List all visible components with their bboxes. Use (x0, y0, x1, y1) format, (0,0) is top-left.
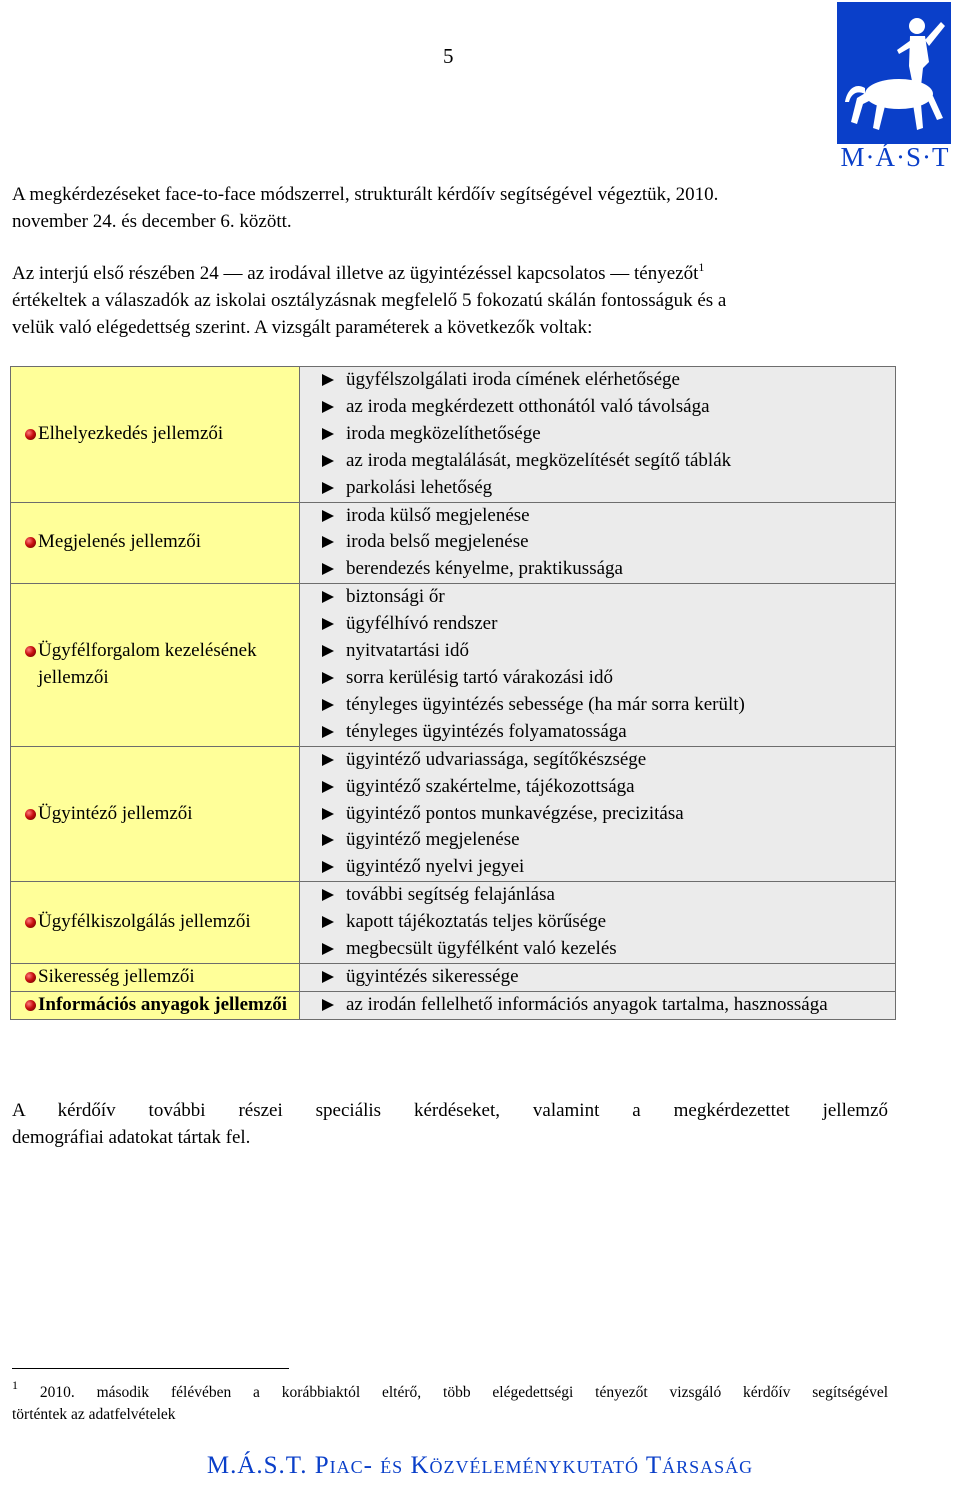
footnote-text: 2010. második félévében a korábbiaktól eltérő, több elégedettségi tényezőt vizsgáló kérdőív segítségével (39, 1384, 889, 1401)
list-item (322, 964, 889, 991)
parameter-text: ügyfélhívó rendszer (346, 613, 498, 635)
method-paragraph (12, 260, 888, 341)
parameter-text: az iroda megkérdezett otthonától való távolsága (346, 395, 710, 417)
red-ball-bullet-icon (25, 429, 36, 440)
parameter-text: ügyintéző udvariassága, segítőkészsége (346, 748, 647, 770)
red-ball-bullet-icon (25, 537, 36, 548)
list-item (322, 692, 889, 719)
parameter-text: ügyfélszolgálati iroda címének elérhetősége (346, 369, 680, 390)
footer-company-name: M.Á.S.T. Piac- és Közvéleménykutató Társaság (206, 1452, 754, 1479)
arrow-bullet-icon (322, 428, 334, 440)
parameter-text: ügyintéző nyelvi jegyei (346, 856, 525, 878)
arrow-bullet-icon (322, 645, 334, 657)
text-line: A megkérdezéseket face-to-face módszerrel, strukturált kérdőív segítségével végeztük, 2010. (12, 184, 719, 205)
list-item (322, 992, 889, 1019)
parameter-text: ügyintéző szakértelme, tájékozottsága (346, 775, 635, 797)
category-label: Ügyfélforgalom kezelésének jellemzői (38, 640, 257, 688)
category-heading (11, 801, 299, 828)
parameter-list (300, 882, 895, 963)
red-ball-bullet-icon (25, 1000, 36, 1011)
arrow-bullet-icon (322, 699, 334, 711)
parameter-text: további segítség felajánlása (346, 884, 555, 906)
category-cell (11, 963, 300, 991)
category-cell (11, 991, 300, 1019)
parameter-text: ügyintézés sikeressége (346, 965, 519, 987)
list-item (322, 882, 889, 909)
footnote-reference[interactable]: 1 (698, 260, 705, 274)
parameter-text: iroda külső megjelenése (346, 504, 530, 526)
parameter-text: tényleges ügyintézés folyamatossága (346, 720, 627, 742)
category-label: Ügyintéző jellemzői (38, 802, 193, 824)
list-item (322, 611, 889, 638)
text-line: november 24. és december 6. között. (12, 211, 292, 232)
parameter-text: ügyintéző megjelenése (346, 829, 520, 851)
category-label: Megjelenés jellemzői (38, 531, 202, 553)
arrow-bullet-icon (322, 482, 334, 494)
arrow-bullet-icon (322, 374, 334, 386)
parameter-text: sorra kerülésig tartó várakozási idő (346, 666, 613, 688)
parameter-list (300, 503, 895, 584)
red-ball-bullet-icon (25, 972, 36, 983)
parameter-text: nyitvatartási idő (346, 640, 469, 662)
arrow-bullet-icon (322, 618, 334, 630)
category-heading (11, 421, 299, 448)
arrow-bullet-icon (322, 591, 334, 603)
criteria-row (11, 746, 896, 882)
criteria-row (11, 963, 896, 991)
parameter-text: az irodán fellelhető információs anyagok tartalma, hasznossága (346, 993, 828, 1015)
list-item (322, 503, 889, 530)
arrow-bullet-icon (322, 971, 334, 983)
criteria-row (11, 882, 896, 964)
parameter-text: megbecsült ügyfélként való kezelés (346, 938, 617, 960)
arrow-bullet-icon (322, 510, 334, 522)
parameter-list (300, 992, 895, 1019)
criteria-table (10, 366, 896, 1020)
arrow-bullet-icon (322, 672, 334, 684)
arrow-bullet-icon (322, 999, 334, 1011)
items-cell (300, 882, 896, 964)
arrow-bullet-icon (322, 726, 334, 738)
list-item (322, 529, 889, 556)
red-ball-bullet-icon (25, 809, 36, 820)
arrow-bullet-icon (322, 401, 334, 413)
text-line: velük való elégedettség szerint. A vizsgált paraméterek a következők voltak: (12, 317, 593, 338)
items-cell (300, 584, 896, 746)
text-line: A kérdőív további részei speciális kérdéseket, valamint a megkérdezettet jellemző (12, 1100, 888, 1121)
arrow-bullet-icon (322, 834, 334, 846)
list-item (322, 936, 889, 963)
category-heading (11, 909, 299, 936)
centaur-logo-icon (837, 2, 951, 144)
footnote-separator (12, 1368, 289, 1369)
mast-logo (833, 2, 957, 174)
list-item (322, 747, 889, 774)
text-line: történtek az adatfelvételek (12, 1406, 176, 1423)
red-ball-bullet-icon (25, 646, 36, 657)
parameter-list (300, 747, 895, 882)
list-item (322, 556, 889, 583)
arrow-bullet-icon (322, 536, 334, 548)
intro-paragraph (12, 181, 888, 235)
arrow-bullet-icon (322, 861, 334, 873)
parameter-list (300, 367, 895, 502)
arrow-bullet-icon (322, 808, 334, 820)
category-label: Sikeresség jellemzői (38, 965, 195, 987)
category-heading (11, 529, 299, 556)
closing-paragraph (12, 1097, 888, 1151)
category-label: Ügyfélkiszolgálás jellemzői (38, 911, 251, 933)
footnote (12, 1378, 889, 1426)
arrow-bullet-icon (322, 916, 334, 928)
arrow-bullet-icon (322, 889, 334, 901)
items-cell (300, 502, 896, 584)
arrow-bullet-icon (322, 781, 334, 793)
parameter-text: parkolási lehetőség (346, 476, 493, 498)
arrow-bullet-icon (322, 943, 334, 955)
text-line (12, 1378, 889, 1404)
parameter-list (300, 964, 895, 991)
parameter-text: iroda belső megjelenése (346, 531, 529, 553)
arrow-bullet-icon (322, 754, 334, 766)
footnote-marker: 1 (12, 1378, 18, 1392)
parameter-text: iroda megközelíthetősége (346, 422, 541, 444)
category-cell (11, 584, 300, 746)
page-number: 5 (443, 44, 454, 68)
list-item (322, 584, 889, 611)
criteria-row (11, 584, 896, 746)
list-item (322, 448, 889, 475)
text-line: értékeltek a válaszadók az iskolai osztályzásnak megfelelő 5 fokozatú skálán fontosságuk és a (12, 290, 727, 311)
parameter-text: tényleges ügyintézés sebessége (ha már sorra került) (346, 693, 745, 715)
items-cell (300, 963, 896, 991)
list-item (322, 665, 889, 692)
text-fragment: Az interjú első részében 24 ― az irodával illetve az ügyintézéssel kapcsolatos ― tényezőt (12, 263, 699, 284)
list-item (322, 827, 889, 854)
red-ball-bullet-icon (25, 917, 36, 928)
items-cell (300, 991, 896, 1019)
criteria-row (11, 991, 896, 1019)
parameter-text: kapott tájékoztatás teljes körűsége (346, 911, 607, 933)
list-item (322, 638, 889, 665)
parameter-list (300, 584, 895, 745)
category-cell (11, 367, 300, 503)
category-heading (11, 964, 299, 991)
logo-text: M·Á·S·T (840, 142, 950, 172)
criteria-row (11, 502, 896, 584)
list-item (322, 719, 889, 746)
list-item (322, 475, 889, 502)
text-line (12, 260, 888, 287)
list-item (322, 394, 889, 421)
arrow-bullet-icon (322, 563, 334, 575)
parameter-text: berendezés kényelme, praktikussága (346, 558, 623, 580)
items-cell (300, 746, 896, 882)
criteria-row (11, 367, 896, 503)
parameter-text: biztonsági őr (346, 586, 445, 608)
list-item (322, 774, 889, 801)
text-line: demográfiai adatokat tártak fel. (12, 1127, 251, 1148)
category-cell (11, 746, 300, 882)
list-item (322, 421, 889, 448)
category-label: Elhelyezkedés jellemzői (38, 422, 224, 444)
arrow-bullet-icon (322, 455, 334, 467)
list-item (322, 854, 889, 881)
items-cell (300, 367, 896, 503)
category-cell (11, 882, 300, 964)
list-item (322, 367, 889, 394)
category-cell (11, 502, 300, 584)
list-item (322, 909, 889, 936)
category-label: Információs anyagok jellemzői (38, 993, 288, 1015)
parameter-text: az iroda megtalálását, megközelítését segítő táblák (346, 449, 732, 471)
category-heading (11, 992, 299, 1019)
category-heading (11, 638, 299, 692)
parameter-text: ügyintéző pontos munkavégzése, precizitása (346, 802, 684, 824)
list-item (322, 801, 889, 828)
